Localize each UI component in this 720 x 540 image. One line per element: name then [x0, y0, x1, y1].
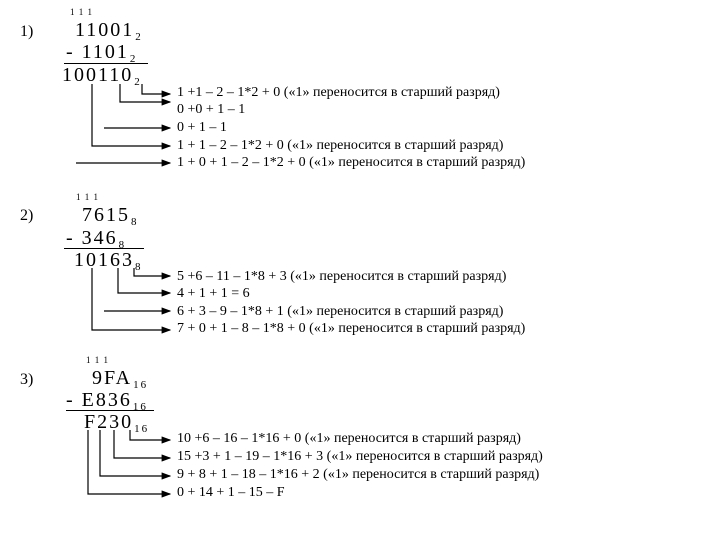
- carry-digits: 1 1 1: [70, 7, 93, 17]
- step-text: 15 +3 + 1 – 19 – 1*16 + 3 («1» переносится в старший разряд): [177, 449, 543, 464]
- step-text: 9 + 8 + 1 – 18 – 1*16 + 2 («1» переносится в старший разряд): [177, 467, 540, 482]
- arrow-step-1: [130, 430, 170, 440]
- minuend-base: 16: [133, 379, 149, 391]
- arrow-step-4: [92, 84, 170, 146]
- arrow-step-2: [114, 430, 170, 458]
- arrow-step-1: [142, 84, 170, 94]
- result-digits: F230: [84, 411, 134, 433]
- arrow-step-3: [100, 430, 170, 476]
- step-text: 0 + 14 + 1 – 15 – F: [177, 485, 285, 500]
- arrow-step-2: [118, 268, 170, 293]
- step-text: 6 + 3 – 9 – 1*8 + 1 («1» переносится в старший разряд): [177, 304, 504, 319]
- result-base: 16: [134, 423, 150, 435]
- step-text: 0 +0 + 1 – 1: [177, 102, 246, 117]
- arrow-step-2: [120, 84, 170, 102]
- subtrahend-base: 8: [118, 239, 127, 251]
- minuend-digits: 11001: [75, 19, 135, 41]
- arrow-step-1: [134, 268, 170, 276]
- minuend-digits: 7615: [82, 204, 130, 226]
- result-digits: 100110: [62, 64, 134, 86]
- carry-digits: 1 1 1: [86, 355, 109, 365]
- step-text: 1 + 0 + 1 – 2 – 1*2 + 0 («1» переносится в старший разряд): [177, 155, 526, 170]
- example-label: 2): [20, 207, 34, 224]
- minuend-base: 8: [131, 216, 139, 228]
- carry-digits: 1 1 1: [76, 192, 99, 202]
- subtrahend-digits: - 346: [66, 227, 118, 249]
- step-text: 7 + 0 + 1 – 8 – 1*8 + 0 («1» переносится в старший разряд): [177, 321, 526, 336]
- step-text: 5 +6 – 11 – 1*8 + 3 («1» переносится в старший разряд): [177, 269, 507, 284]
- step-text: 4 + 1 + 1 = 6: [177, 286, 250, 301]
- minuend-base: 2: [135, 31, 143, 43]
- result-base: 8: [135, 261, 143, 273]
- subtrahend-base: 16: [132, 401, 148, 413]
- example-label: 3): [20, 371, 34, 388]
- step-text: 0 + 1 – 1: [177, 120, 227, 135]
- example-label: 1): [20, 23, 34, 40]
- minuend-digits: 9FA: [92, 367, 133, 389]
- step-text: 1 +1 – 2 – 1*2 + 0 («1» переносится в старший разряд): [177, 85, 500, 100]
- arrow-step-4: [92, 268, 170, 330]
- step-text: 1 + 1 – 2 – 1*2 + 0 («1» переносится в старший разряд): [177, 138, 504, 153]
- result-digits: 10163: [74, 249, 134, 271]
- subtrahend-base: 2: [129, 53, 138, 65]
- subtrahend-digits: - 1101: [66, 41, 129, 63]
- subtrahend-digits: - E836: [66, 389, 132, 411]
- result-base: 2: [134, 76, 142, 88]
- step-text: 10 +6 – 16 – 1*16 + 0 («1» переносится в старший разряд): [177, 431, 521, 446]
